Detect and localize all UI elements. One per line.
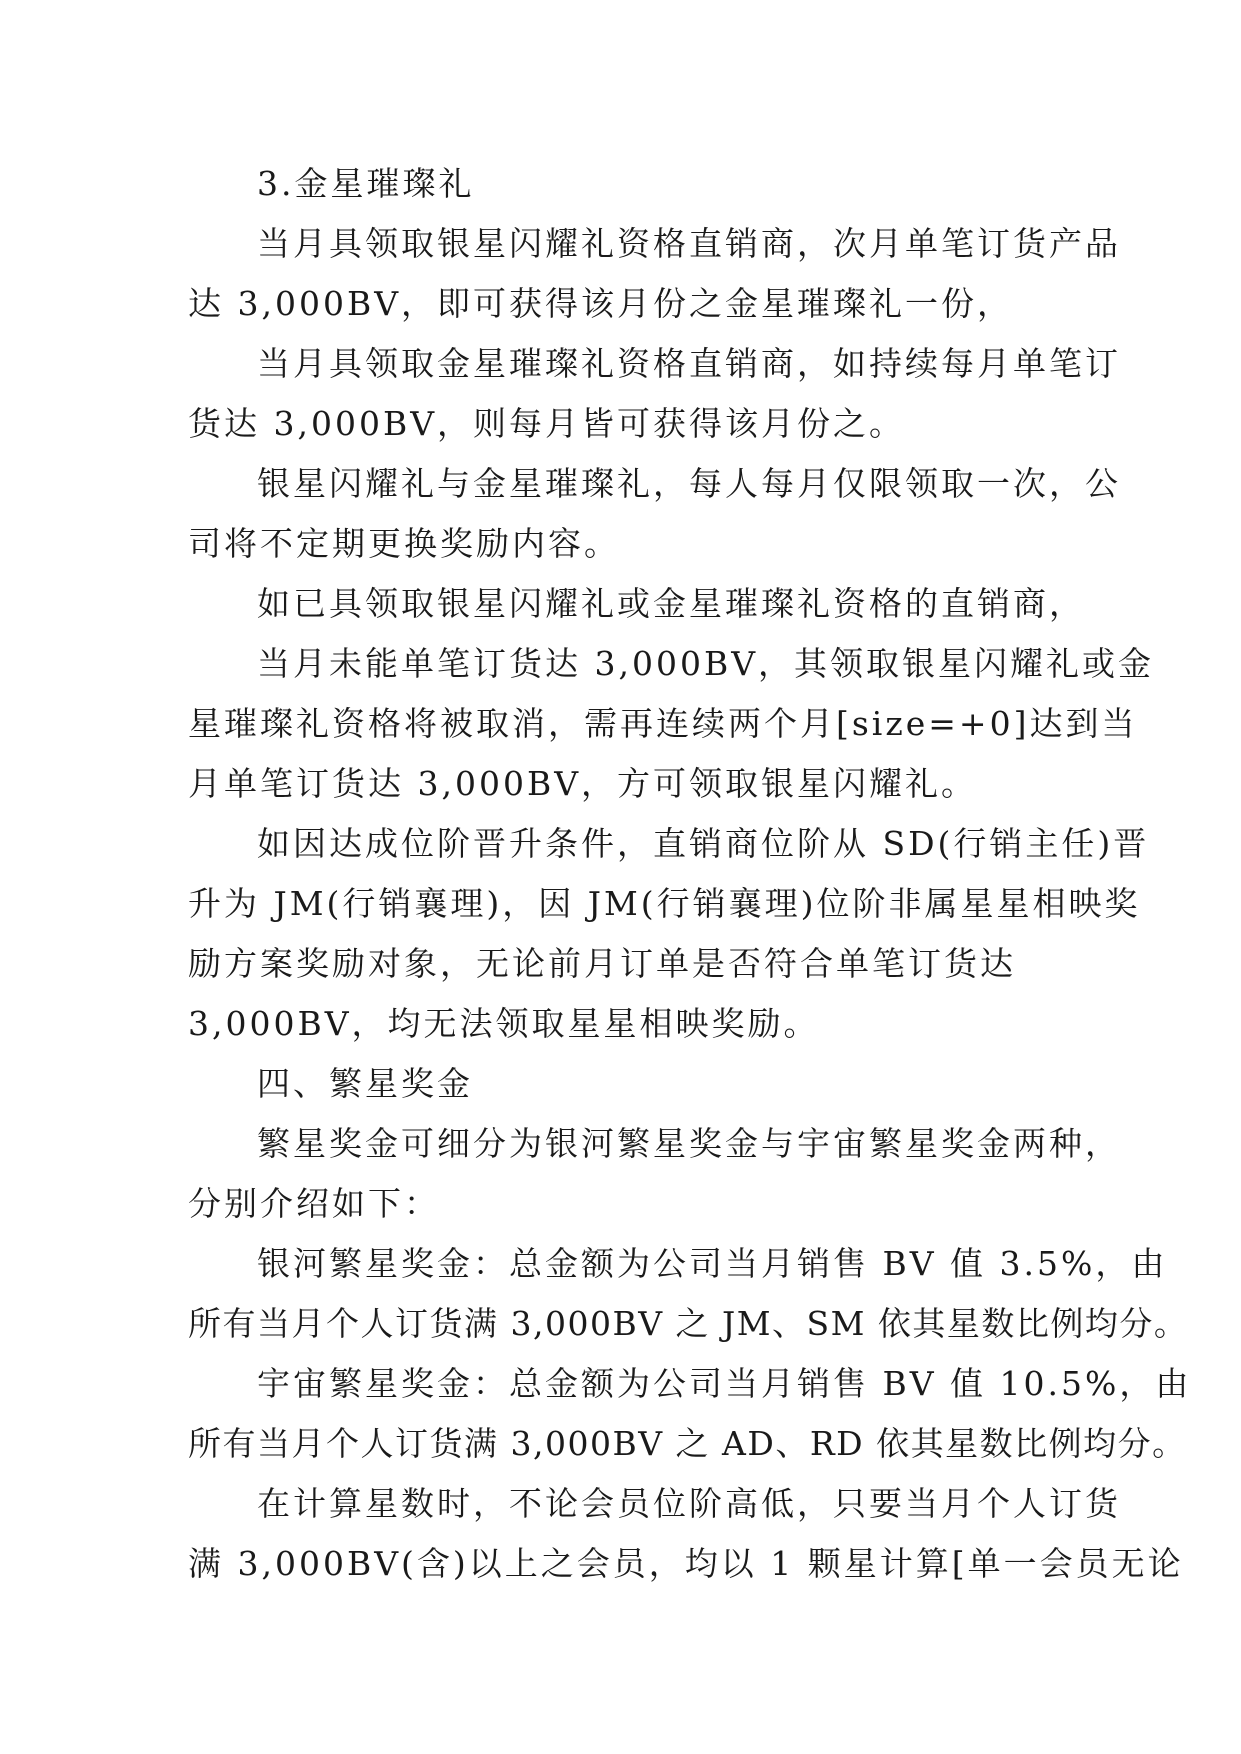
paragraph-line: 当月具领取银星闪耀礼资格直销商，次月单笔订货产品 <box>257 224 1121 263</box>
paragraph-line: 当月未能单笔订货达 3,000BV，其领取银星闪耀礼或金 <box>257 644 1155 683</box>
paragraph-line: 在计算星数时，不论会员位阶高低，只要当月个人订货 <box>257 1484 1121 1523</box>
paragraph-line: 银河繁星奖金：总金额为公司当月销售 BV 值 3.5%，由 <box>257 1244 1168 1283</box>
paragraph-line: 宇宙繁星奖金：总金额为公司当月销售 BV 值 10.5%，由 <box>257 1364 1192 1403</box>
paragraph-line: 星璀璨礼资格将被取消，需再连续两个月[size=+0]达到当 <box>188 704 1138 743</box>
paragraph-line: 繁星奖金可细分为银河繁星奖金与宇宙繁星奖金两种， <box>257 1124 1121 1163</box>
paragraph-line: 升为 JM(行销襄理)，因 JM(行销襄理)位阶非属星星相映奖 <box>188 884 1141 923</box>
paragraph-line: 分别介绍如下： <box>188 1184 440 1223</box>
paragraph-line: 银星闪耀礼与金星璀璨礼，每人每月仅限领取一次，公 <box>257 464 1121 503</box>
paragraph-line: 月单笔订货达 3,000BV，方可领取银星闪耀礼。 <box>188 764 978 803</box>
paragraph-line: 如因达成位阶晋升条件，直销商位阶从 SD(行销主任)晋 <box>257 824 1150 863</box>
paragraph-line: 所有当月个人订货满 3,000BV 之 JM、SM 依其星数比例均分。 <box>188 1304 1189 1343</box>
paragraph-line: 当月具领取金星璀璨礼资格直销商，如持续每月单笔订 <box>257 344 1121 383</box>
paragraph-line: 所有当月个人订货满 3,000BV 之 AD、RD 依其星数比例均分。 <box>188 1424 1187 1463</box>
paragraph-line: 满 3,000BV(含)以上之会员，均以 1 颗星计算[单一会员无论 <box>188 1544 1184 1583</box>
paragraph-line: 达 3,000BV，即可获得该月份之金星璀璨礼一份， <box>188 284 1014 323</box>
paragraph-line: 货达 3,000BV，则每月皆可获得该月份之。 <box>188 404 906 443</box>
section-heading-3: 3.金星璀璨礼 <box>257 164 475 203</box>
paragraph-line: 如已具领取银星闪耀礼或金星璀璨礼资格的直销商， <box>257 584 1085 623</box>
section-heading-4: 四、繁星奖金 <box>257 1064 473 1103</box>
paragraph-line: 司将不定期更换奖励内容。 <box>188 524 620 563</box>
paragraph-line: 3,000BV，均无法领取星星相映奖励。 <box>188 1004 820 1043</box>
paragraph-line: 励方案奖励对象，无论前月订单是否符合单笔订货达 <box>188 944 1016 983</box>
